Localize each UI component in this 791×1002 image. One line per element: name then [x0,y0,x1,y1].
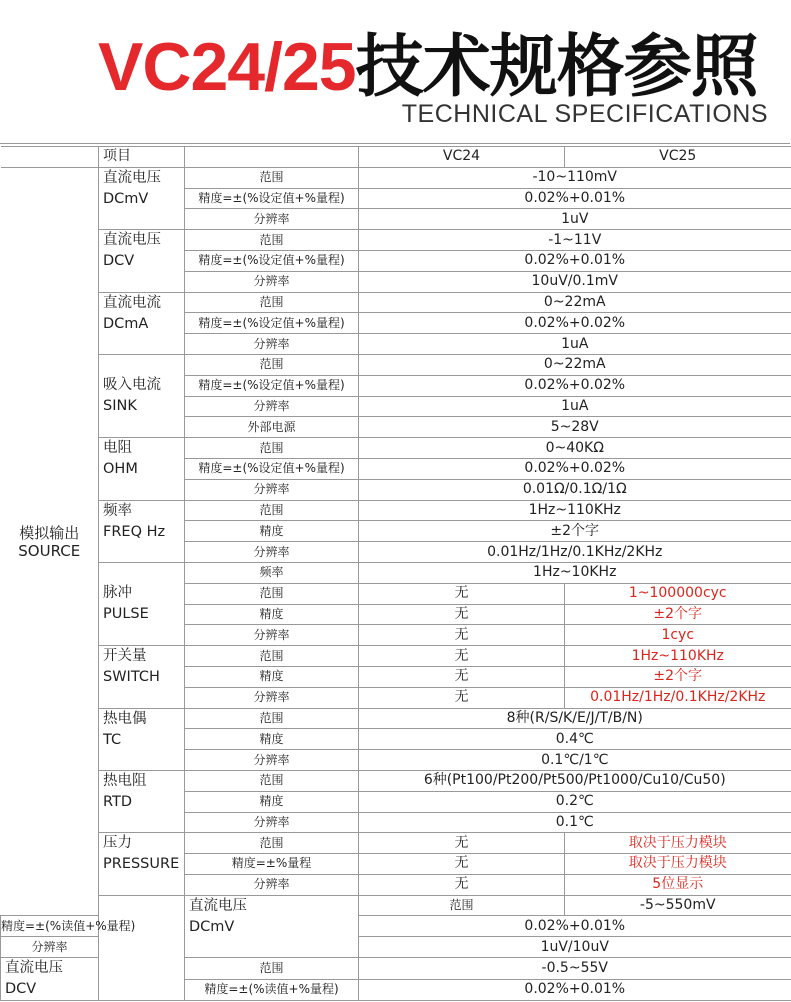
row-label: 精度=±(%设定值+%量程) [185,188,359,209]
row-label: 范围 [185,230,359,251]
row-label: 范围 [185,958,359,980]
row-value-vc24: 无 [359,583,565,604]
row-value: 6种(Pt100/Pt200/Pt500/Pt1000/Cu10/Cu50) [359,770,791,791]
header-divider [0,143,790,144]
row-label: 范围 [185,438,359,459]
row-value-vc24: 无 [359,687,565,708]
table-row [1,500,791,521]
row-value-vc25: 0.01Hz/1Hz/0.1KHz/2KHz [565,687,791,708]
category-cell: 热电偶 TC [99,708,185,770]
title-cn: 技术规格参照 [355,28,758,107]
row-label: 精度=±(%设定值+%量程) [185,250,359,271]
row-value: 0~22mA [359,292,791,313]
row-label: 精度=±(%设定值+%量程) [185,313,359,334]
row-label: 精度=±(%设定值+%量程) [185,375,359,396]
table-row [1,895,791,916]
row-label: 分辨率 [185,209,359,230]
row-value-vc25: 取决于压力模块 [565,854,791,875]
row-label: 精度 [185,791,359,812]
row-label: 外部电源 [185,417,359,438]
category-cell: 直流电压 DCmV [99,167,185,229]
row-value: 0.01Hz/1Hz/0.1KHz/2KHz [359,542,791,563]
row-label: 分辨率 [185,396,359,417]
table-header-row [1,147,791,168]
category-cell: 频率 FREQ Hz [99,500,185,562]
table-row [1,292,791,313]
row-label: 范围 [185,500,359,521]
row-label: 分辨率 [185,750,359,771]
row-label: 分辨率 [185,479,359,500]
row-value: 0~22mA [359,354,791,375]
row-value: 0.02%+0.02% [359,375,791,396]
table-row [1,708,791,729]
spec-table [0,146,791,1001]
row-value: 10uV/0.1mV [359,271,791,292]
row-label: 分辨率 [185,687,359,708]
row-label: 精度 [185,604,359,625]
category-cell: 直流电压 DCmV [185,895,359,957]
row-value-vc24: 无 [359,625,565,646]
row-label: 精度 [185,521,359,542]
section-source-cn: 模拟输出 [19,523,80,542]
category-cell: 开关量 SWITCH [99,646,185,708]
row-value: 0.1℃/1℃ [359,750,791,771]
table-row [1,230,791,251]
row-label: 范围 [185,708,359,729]
category-cell: 电阻 OHM [99,438,185,500]
header-item: 项目 [99,147,185,168]
row-label: 精度 [185,729,359,750]
row-value: 1uA [359,334,791,355]
header-vc24: VC24 [359,147,565,168]
row-value: 1uV/10uV [359,937,791,958]
row-value-vc24: 无 [359,666,565,687]
row-value-vc25: 取决于压力模块 [565,833,791,854]
row-label: 范围 [359,895,565,916]
table-row [1,646,791,667]
title-model: VC24/25 [98,29,356,105]
row-label: 分辨率 [185,334,359,355]
category-cell: 直流电压 DCV [99,230,185,292]
row-value: -0.5~55V [359,958,791,980]
category-cell: 脉冲 PULSE [99,562,185,645]
row-value: -5~550mV [565,895,791,916]
row-value: 0.1℃ [359,812,791,833]
row-label: 分辨率 [185,874,359,895]
row-value: 0.02%+0.01% [359,188,791,209]
row-value: 1Hz~110KHz [359,500,791,521]
row-label: 分辨率 [185,625,359,646]
header [0,0,790,140]
row-value: 0.02%+0.02% [359,458,791,479]
category-cell: 压力 PRESSURE [99,833,185,895]
category-cell: 吸入电流 SINK [99,354,185,437]
row-value: ±2个字 [359,521,791,542]
row-value-vc25: ±2个字 [565,666,791,687]
category-cell: 直流电压 DCV [1,958,99,1001]
row-value: 0.2℃ [359,791,791,812]
row-value: 8种(R/S/K/E/J/T/B/N) [359,708,791,729]
row-label: 分辨率 [1,937,99,958]
row-value-vc24: 无 [359,833,565,854]
row-label: 范围 [185,770,359,791]
row-label: 范围 [185,354,359,375]
row-value-vc24: 无 [359,604,565,625]
row-value: -1~11V [359,230,791,251]
table-row [1,770,791,791]
row-value: 5~28V [359,417,791,438]
table-row [1,438,791,459]
row-value-vc25: 5位显示 [565,874,791,895]
row-value: 1Hz~10KHz [359,562,791,583]
row-label: 范围 [185,646,359,667]
row-value-vc25: ±2个字 [565,604,791,625]
row-label: 分辨率 [185,271,359,292]
row-label: 范围 [185,833,359,854]
row-label: 精度=±(%设定值+%量程) [185,458,359,479]
row-value-vc24: 无 [359,874,565,895]
header-vc25: VC25 [565,147,791,168]
table-row [1,833,791,854]
header-blank-cell [1,147,99,168]
row-value: -10~110mV [359,167,791,188]
row-value: 0.02%+0.01% [359,979,791,1001]
category-cell: 直流电流 DCmA [99,292,185,354]
row-label: 精度=±%量程 [185,854,359,875]
row-value-vc25: 1cyc [565,625,791,646]
row-value-vc25: 1~100000cyc [565,583,791,604]
row-label: 范围 [185,167,359,188]
category-cell: 热电阻 RTD [99,770,185,832]
page-subtitle: TECHNICAL SPECIFICATIONS [401,100,768,128]
row-label: 分辨率 [185,812,359,833]
row-label: 精度=±(%读值+%量程) [185,979,359,1001]
row-label: 精度=±(%读值+%量程) [1,916,99,937]
row-value-vc25: 1Hz~110KHz [565,646,791,667]
row-value: 1uV [359,209,791,230]
section-source-cell [1,167,99,916]
table-row [1,562,791,583]
row-value: 0.02%+0.02% [359,313,791,334]
row-value-vc24: 无 [359,646,565,667]
row-value: 0.02%+0.01% [359,250,791,271]
row-label: 分辨率 [185,542,359,563]
header-blank-label [185,147,359,168]
table-row [1,354,791,375]
row-label: 范围 [185,583,359,604]
row-value: 0.4℃ [359,729,791,750]
row-label: 精度 [185,666,359,687]
section-measure-cell [99,895,185,1000]
table-row [1,167,791,188]
row-label: 频率 [185,562,359,583]
row-label: 范围 [185,292,359,313]
row-value: 0.01Ω/0.1Ω/1Ω [359,479,791,500]
row-value: 0~40KΩ [359,438,791,459]
section-source-en: SOURCE [18,541,81,560]
row-value: 1uA [359,396,791,417]
row-value: 0.02%+0.01% [359,916,791,937]
row-value-vc24: 无 [359,854,565,875]
